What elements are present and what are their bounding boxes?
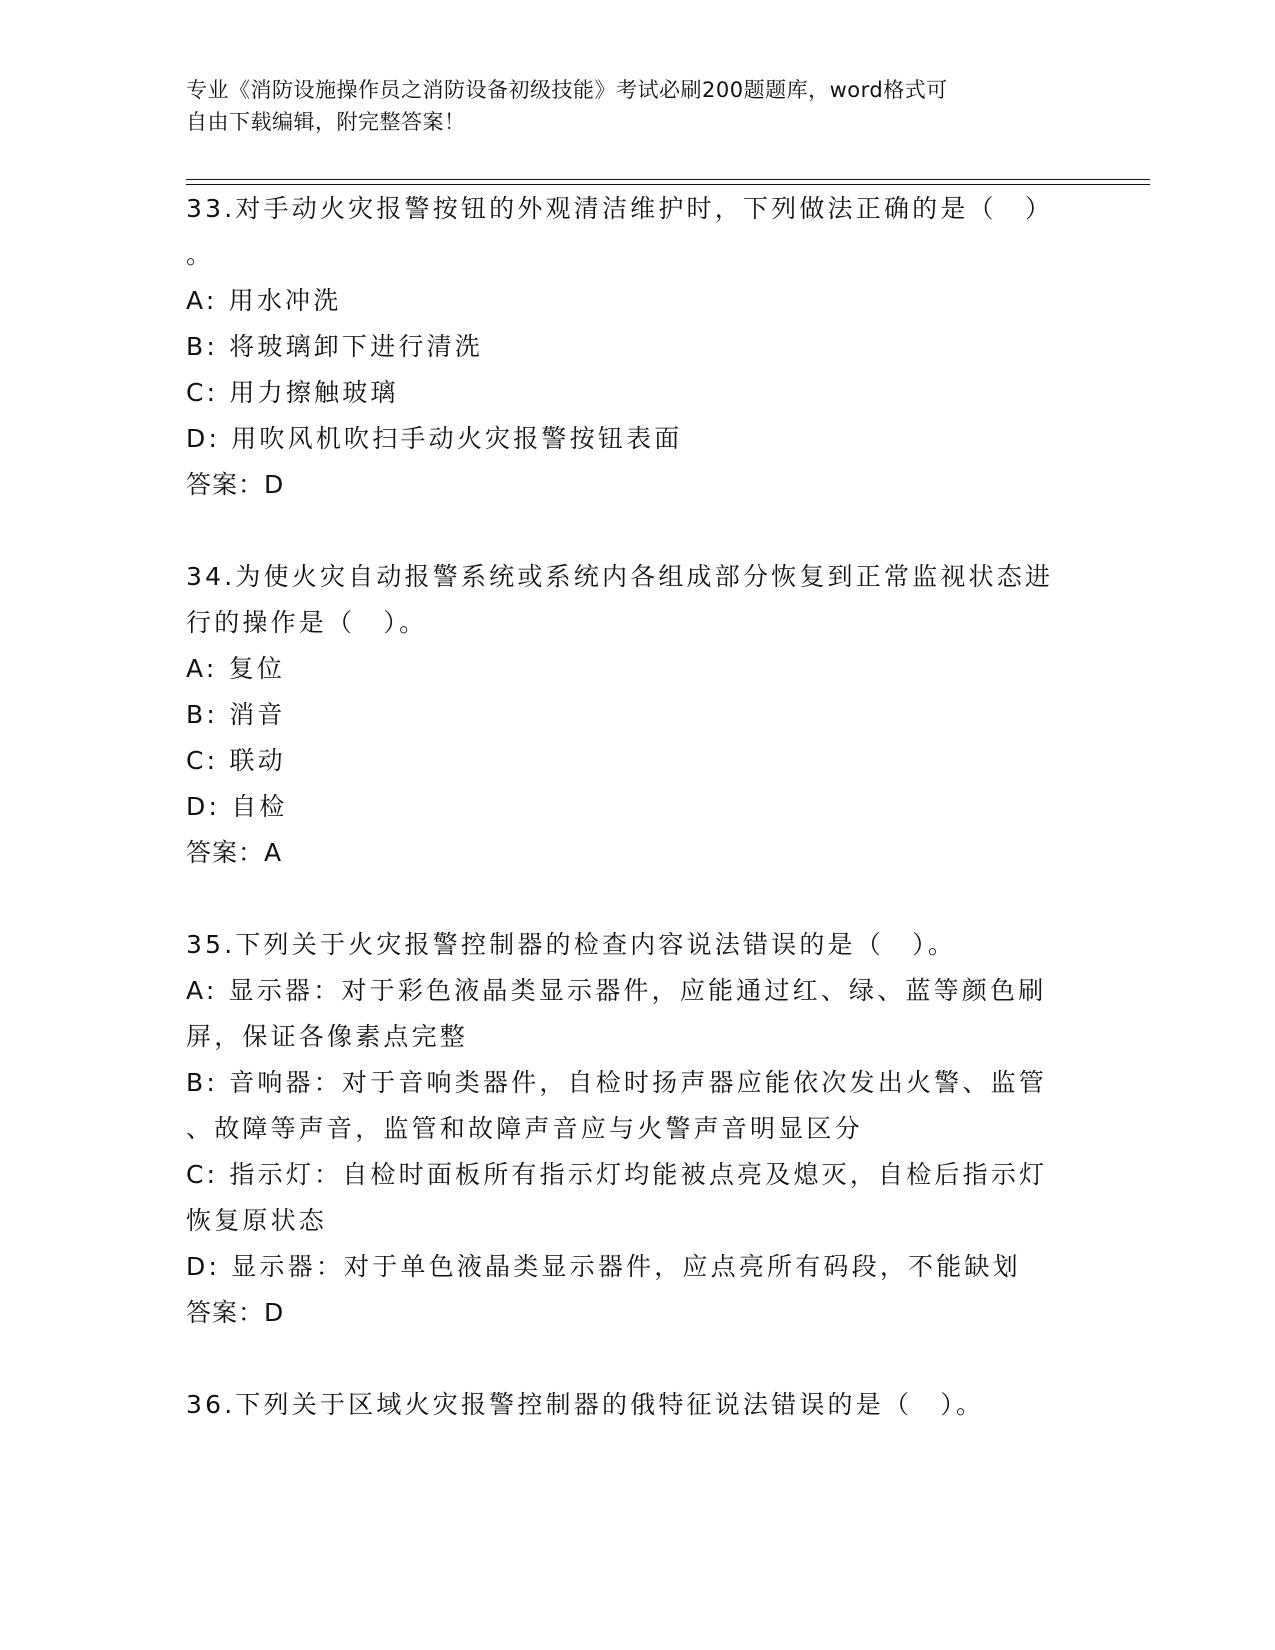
question-34 xyxy=(186,554,1086,876)
question-stem-line: 33.对手动火灾报警按钮的外观清洁维护时，下列做法正确的是（ ） xyxy=(186,194,1054,223)
option-c-continued: 恢复原状态 xyxy=(186,1206,328,1235)
question-stem-line: 34.为使火灾自动报警系统或系统内各组成部分恢复到正常监视状态进 xyxy=(186,562,1054,591)
question-list xyxy=(186,186,1086,1474)
option-c: C: 指示灯：自检时面板所有指示灯均能被点亮及熄灭，自检后指示灯 xyxy=(186,1160,1048,1189)
answer-line: 答案：A xyxy=(186,838,283,867)
question-stem-line: 。 xyxy=(186,240,215,269)
question-stem-line: 36.下列关于区域火灾报警控制器的俄特征说法错误的是（ ）。 xyxy=(186,1390,985,1419)
question-stem-line: 35.下列关于火灾报警控制器的检查内容说法错误的是（ ）。 xyxy=(186,930,957,959)
header-divider-bottom xyxy=(186,184,1150,185)
option-b: B: 消音 xyxy=(186,700,286,729)
option-a: A: 显示器：对于彩色液晶类显示器件，应能通过红、绿、蓝等颜色刷 xyxy=(186,976,1047,1005)
option-c: C: 用力擦触玻璃 xyxy=(186,378,399,407)
option-a-continued: 屏，保证各像素点完整 xyxy=(186,1022,469,1051)
header-divider-top xyxy=(186,179,1150,180)
option-d: D: 自检 xyxy=(186,792,288,821)
option-d: D: 用吹风机吹扫手动火灾报警按钮表面 xyxy=(186,424,683,453)
question-stem-line: 行的操作是（ ）。 xyxy=(186,608,428,637)
answer-line: 答案：D xyxy=(186,1298,285,1327)
option-d: D: 显示器：对于单色液晶类显示器件，应点亮所有码段，不能缺划 xyxy=(186,1252,1021,1281)
header-line: 专业《消防设施操作员之消防设备初级技能》考试必刷200题题库，word格式可 xyxy=(186,78,948,102)
option-a: A: 复位 xyxy=(186,654,286,683)
question-33 xyxy=(186,186,1086,508)
header-line: 自由下载编辑，附完整答案！ xyxy=(186,110,466,134)
option-b-continued: 、故障等声音，监管和故障声音应与火警声音明显区分 xyxy=(186,1114,863,1143)
option-b: B: 将玻璃卸下进行清洗 xyxy=(186,332,483,361)
option-b: B: 音响器：对于音响类器件，自检时扬声器应能依次发出火警、监管 xyxy=(186,1068,1047,1097)
option-a: A: 用水冲洗 xyxy=(186,286,342,315)
question-35 xyxy=(186,922,1086,1336)
document-header xyxy=(186,74,1066,138)
option-c: C: 联动 xyxy=(186,746,286,775)
answer-line: 答案：D xyxy=(186,470,285,499)
question-36 xyxy=(186,1382,1086,1428)
